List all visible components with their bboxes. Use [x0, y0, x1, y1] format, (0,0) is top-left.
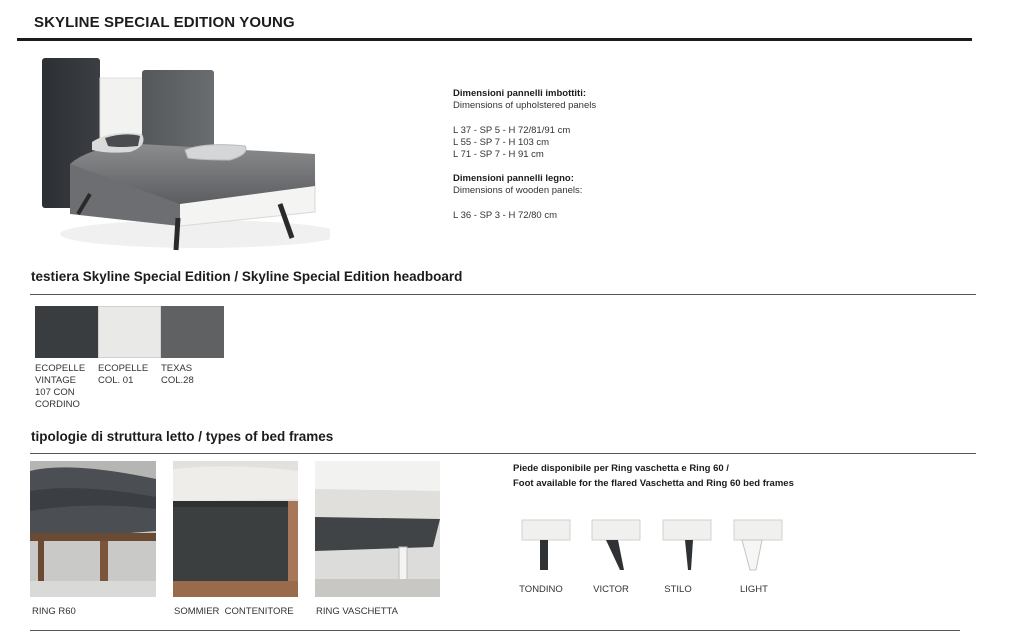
wooden-title-en: Dimensions of wooden panels: — [453, 185, 583, 196]
foot-label-light: LIGHT — [740, 584, 768, 595]
swatch-ecopelle-col01[interactable] — [98, 306, 161, 358]
dimensions-block — [453, 88, 596, 222]
foot-label-stilo: STILO — [664, 584, 692, 595]
wooden-line: L 36 - SP 3 - H 72/80 cm — [453, 210, 558, 221]
bed-product-image — [30, 54, 330, 259]
upholstered-title-it: Dimensioni pannelli imbottiti: — [453, 88, 586, 99]
foot-note-en: Foot available for the flared Vaschetta and Ring 60 bed frames — [513, 478, 794, 489]
tondino-foot-icon[interactable] — [518, 518, 574, 578]
headboard-heading: testiera Skyline Special Edition / Skyline Special Edition headboard — [31, 269, 463, 284]
foot-label-victor: VICTOR — [593, 584, 629, 595]
frames-heading: tipologie di struttura letto / types of bed frames — [31, 429, 334, 444]
upholstered-line: L 71 - SP 7 - H 91 cm — [453, 149, 544, 160]
frame-label-ring-r60: RING R60 — [32, 606, 76, 617]
victor-foot-icon[interactable] — [588, 518, 644, 578]
light-foot-icon[interactable] — [730, 518, 786, 578]
page-title: SKYLINE SPECIAL EDITION YOUNG — [34, 14, 295, 31]
swatch-label-texas — [161, 363, 225, 387]
upholstered-title-en: Dimensions of upholstered panels — [453, 100, 597, 111]
swatch-label-line: COL.28 — [161, 375, 194, 386]
swatch-label-line: VINTAGE — [35, 375, 76, 386]
swatch-label-line: CORDINO — [35, 399, 80, 410]
ring-vaschetta-photo[interactable] — [315, 461, 440, 597]
headboard-divider — [30, 294, 976, 295]
swatch-label-line: ECOPELLE — [35, 363, 86, 374]
frame-label-sommier: SOMMIER CONTENITORE — [174, 606, 294, 617]
swatch-label-line: COL. 01 — [98, 375, 134, 386]
ring-r60-photo[interactable] — [30, 461, 156, 597]
swatch-label-line: TEXAS — [161, 363, 193, 374]
sommier-contenitore-photo[interactable] — [173, 461, 298, 597]
upholstered-line: L 55 - SP 7 - H 103 cm — [453, 137, 550, 148]
swatch-texas-col28[interactable] — [161, 306, 224, 358]
title-divider — [17, 38, 972, 41]
swatch-ecopelle-vintage[interactable] — [35, 306, 98, 358]
bottom-divider — [30, 630, 960, 631]
foot-note-it: Piede disponibile per Ring vaschetta e Ring 60 / — [513, 463, 729, 474]
upholstered-line: L 37 - SP 5 - H 72/81/91 cm — [453, 125, 571, 136]
stilo-foot-icon[interactable] — [659, 518, 715, 578]
swatch-label-line: 107 CON — [35, 387, 75, 398]
swatch-label-ecopelle-col01 — [98, 363, 162, 387]
foot-note — [513, 461, 794, 491]
wooden-title-it: Dimensioni pannelli legno: — [453, 173, 574, 184]
swatch-label-line: ECOPELLE — [98, 363, 149, 374]
frames-divider — [30, 453, 976, 454]
frame-label-ring-vaschetta: RING VASCHETTA — [316, 606, 398, 617]
foot-label-tondino: TONDINO — [519, 584, 563, 595]
swatch-label-ecopelle-vintage — [35, 363, 99, 411]
